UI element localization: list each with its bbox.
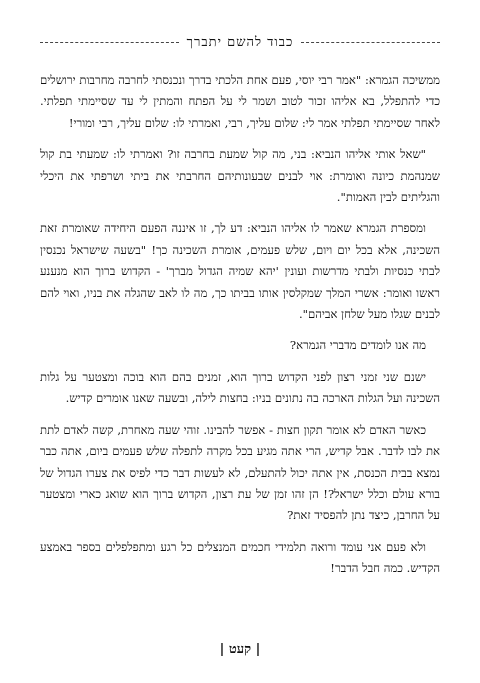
header-dash-line-right [301,42,440,43]
paragraph: ישנם שני זמני רצון לפני הקדוש ברוך הוא, זמנים בהם הוא בוכה ומצטער על גלות השכינה ועל הגלות הארכה בה נתונים בניו: בחצות לילה, ובשעה שאנו אומרים קדיש. [40,369,440,406]
paragraph: ומספרת הגמרא שאמר לו אליהו הנביא: דע לך, זו איננה הפעם היחידה שאומרת זאת השכינה, אלא בכל יום ויום, שלש פעמים, אומרת השכינה כך! "בשעה שישראל נכנסין לבתי כנסיות ולבתי מדרשות ועונין 'יהא שמיה הגדול מברך' - הקדוש ברוך הוא מנענע ראשו ואומר: אשרי המלך שמקלסין אותו בביתו כך, מה לו לאב שהגלה את בניו, ואוי להם לבנים שגלו מעל שלחן אביהם". [40,221,440,322]
page-number: | קעט | [219,642,261,657]
body-text [40,70,440,580]
paragraph: כאשר האדם לא אומר תקון חצות - אפשר להבינו. זוהי שעה מאחרת, קשה לאדם לתת את לבו לדבר. אבל קדיש, הרי אתה מגיע בכל מקרה לתפלה שלש פעמים ביום, אתה כבר נמצא בבית הכנסת, אין אתה יכול להתעלם, לא לעשות דבר כדי לפיס את צערו הגדול של בורא עולם וכלל ישראל?! הן זהו זמן של עת רצון, הקדוש ברוך הוא שואג כארי ומצטער על החרבן, כיצד נתן להפסיד זאת? [40,422,440,523]
paragraph: ולא פעם אני עומד ורואה תלמידי חכמים המנצלים כל רגע ומתפלפלים בספר באמצע הקדיש. כמה חבל הדבר! [40,539,440,576]
header-dash-line-left [40,42,179,43]
paragraph: מה אנו לומדים מדברי הגמרא? [289,338,426,353]
running-header [40,32,440,52]
paragraph: ממשיכה הגמרא: "אמר רבי יוסי, פעם אחת הלכתי בדרך ונכנסתי לחרבה מחרבות ירושלים כדי להתפלל, בא אליהו זכור לטוב ושמר לי על הפתח והמתין לי עד שסיימתי תפלתי. לאחר שסיימתי תפלתי אמר לי: שלום עליך, רבי, ואמרתי לו: שלום עליך, רבי ומורי! [40,73,440,130]
paragraph: "שאל אותי אליהו הנביא: בני, מה קול שמעת בחרבה זו? ואמרתי לו: שמעתי בת קול שמנהמת כיונה ואומרת: אוי לבנים שבעונותיהם החרבתי את ביתי ושרפתי את היכלי והגליתים לבין האמות". [40,147,440,205]
header-title: כבוד להשם יתברך [186,35,294,50]
